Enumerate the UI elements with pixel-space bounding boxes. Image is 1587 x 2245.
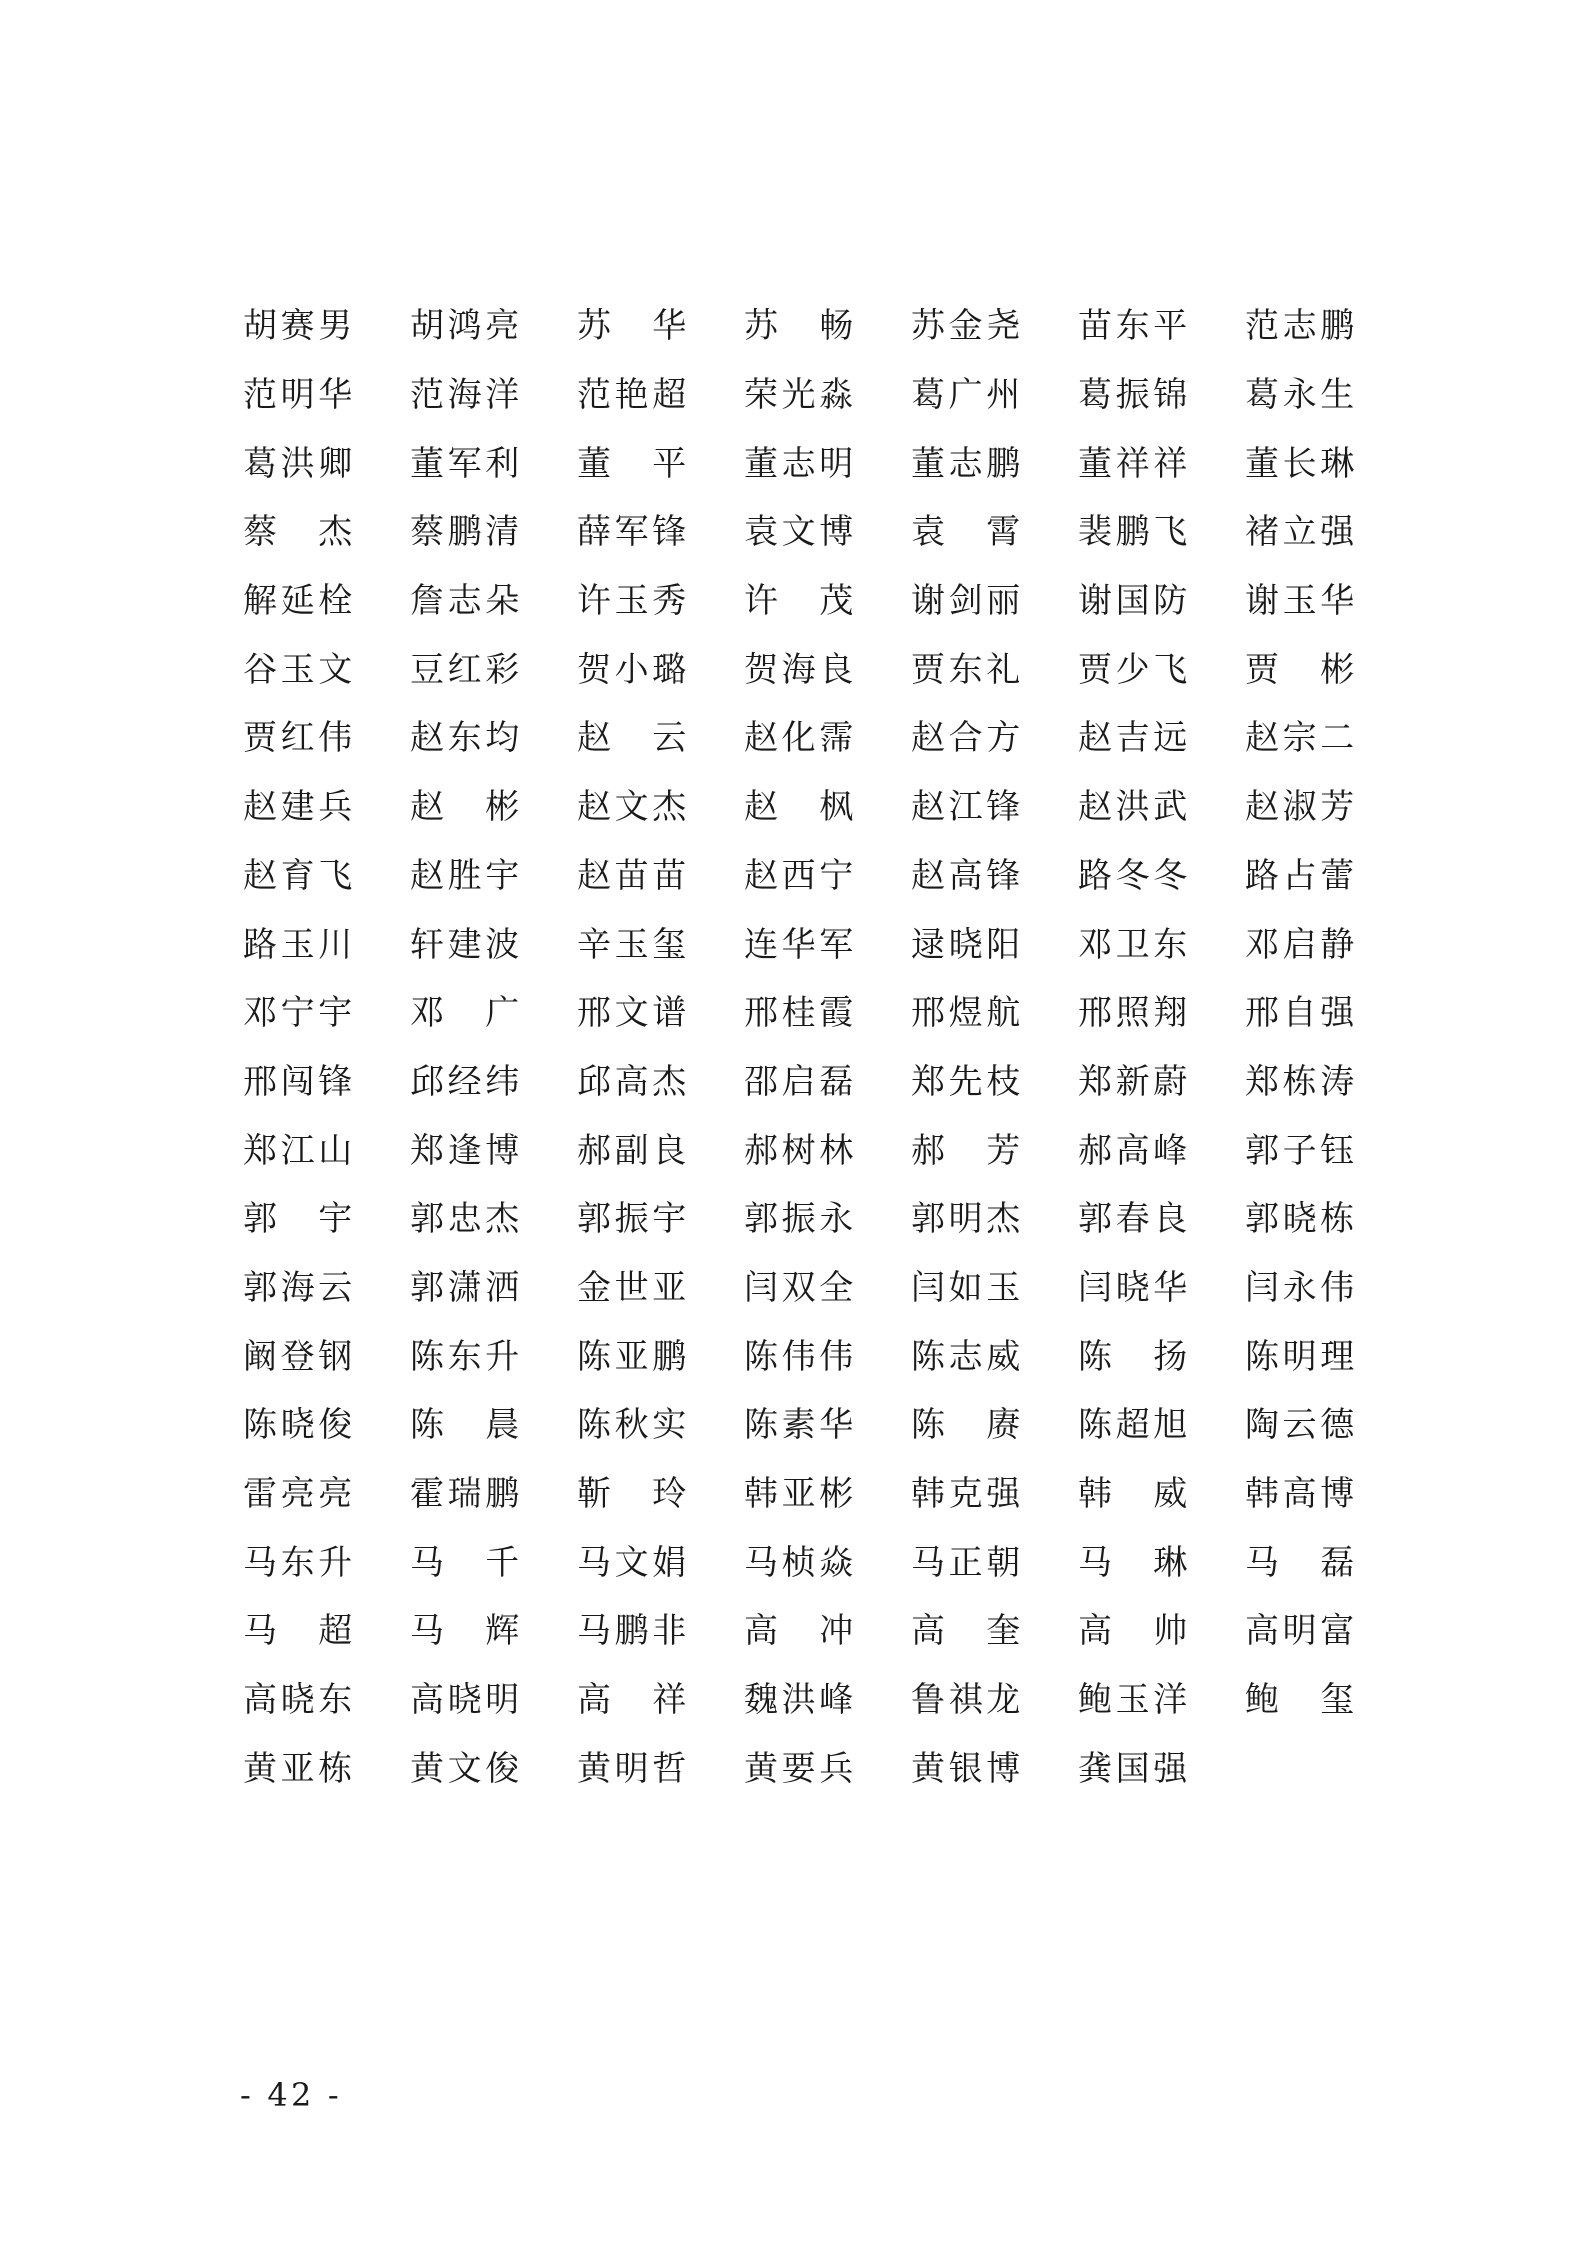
- page-number: - 42 -: [240, 2076, 342, 2114]
- name-entry: 裴鹏飞: [1078, 512, 1189, 553]
- name-entry: 贾红伟: [243, 718, 354, 759]
- name-entry: 路玉川: [243, 924, 354, 965]
- name-entry: 马 千: [410, 1542, 521, 1583]
- name-entry: 蔡 杰: [243, 512, 354, 553]
- name-entry: 赵合方: [911, 718, 1022, 759]
- name-entry: 范海洋: [410, 375, 521, 416]
- name-entry: 陈东升: [410, 1336, 521, 1377]
- name-entry: 谢剑丽: [911, 581, 1022, 622]
- name-entry: 范志鹏: [1245, 306, 1356, 347]
- name-entry: 贾少飞: [1078, 649, 1189, 690]
- name-entry: 逯晓阳: [911, 924, 1022, 965]
- name-entry: 邢桂霞: [744, 993, 855, 1034]
- name-entry: 董志明: [744, 443, 855, 484]
- name-entry: 赵 云: [577, 718, 688, 759]
- name-entry: 陈志威: [911, 1336, 1022, 1377]
- name-entry: 苗东平: [1078, 306, 1189, 347]
- name-entry: 陈 晨: [410, 1405, 521, 1446]
- name-entry: 黄银博: [911, 1748, 1022, 1789]
- name-entry: 韩高博: [1245, 1474, 1356, 1515]
- name-entry: 陈 赓: [911, 1405, 1022, 1446]
- name-entry: 郭 宇: [243, 1199, 354, 1240]
- name-entry: 赵淑芳: [1245, 787, 1356, 828]
- name-entry: 赵吉远: [1078, 718, 1189, 759]
- name-entry: 高 奎: [911, 1611, 1022, 1652]
- name-entry: 马东升: [243, 1542, 354, 1583]
- name-entry: 陶云德: [1245, 1405, 1356, 1446]
- name-entry: 阚登钢: [243, 1336, 354, 1377]
- name-entry: 郝副良: [577, 1130, 688, 1171]
- name-entry: 金世亚: [577, 1267, 688, 1308]
- name-entry: 邢文谱: [577, 993, 688, 1034]
- name-entry: 郭明杰: [911, 1199, 1022, 1240]
- name-entry: 邓 广: [410, 993, 521, 1034]
- name-entry: 闫双全: [744, 1267, 855, 1308]
- name-entry: 贺海良: [744, 649, 855, 690]
- name-entry: 靳 玲: [577, 1474, 688, 1515]
- name-entry: 马 辉: [410, 1611, 521, 1652]
- name-entry: 郝 芳: [911, 1130, 1022, 1171]
- name-entry: 董祥祥: [1078, 443, 1189, 484]
- name-entry: 高明富: [1245, 1611, 1356, 1652]
- name-entry: 高 帅: [1078, 1611, 1189, 1652]
- name-entry: 豆红彩: [410, 649, 521, 690]
- name-entry: 高 祥: [577, 1680, 688, 1721]
- name-entry: 黄文俊: [410, 1748, 521, 1789]
- name-entry: 郑栋涛: [1245, 1061, 1356, 1102]
- name-entry: 许 茂: [744, 581, 855, 622]
- name-entry: 陈明理: [1245, 1336, 1356, 1377]
- name-entry: 韩克强: [911, 1474, 1022, 1515]
- name-entry: 郭春良: [1078, 1199, 1189, 1240]
- name-entry: 马鹏非: [577, 1611, 688, 1652]
- name-entry: 黄明哲: [577, 1748, 688, 1789]
- name-entry: 郑先枝: [911, 1061, 1022, 1102]
- name-entry: 邢闯锋: [243, 1061, 354, 1102]
- name-entry: 贺小璐: [577, 649, 688, 690]
- name-entry: 谢玉华: [1245, 581, 1356, 622]
- name-entry: 邓启静: [1245, 924, 1356, 965]
- name-entry: 闫晓华: [1078, 1267, 1189, 1308]
- name-entry: 袁 霄: [911, 512, 1022, 553]
- name-entry: 邢自强: [1245, 993, 1356, 1034]
- name-entry: 赵胜宇: [410, 855, 521, 896]
- name-entry: 赵建兵: [243, 787, 354, 828]
- name-entry: 郭晓栋: [1245, 1199, 1356, 1240]
- name-entry: 赵文杰: [577, 787, 688, 828]
- name-entry: 董军利: [410, 443, 521, 484]
- name-entry: 魏洪峰: [744, 1680, 855, 1721]
- name-entry: 范艳超: [577, 375, 688, 416]
- name-entry: 马 琳: [1078, 1542, 1189, 1583]
- name-entry: 陈 扬: [1078, 1336, 1189, 1377]
- name-entry: 闫如玉: [911, 1267, 1022, 1308]
- name-entry: 马文娟: [577, 1542, 688, 1583]
- name-entry: 蔡鹏清: [410, 512, 521, 553]
- name-entry: 赵育飞: [243, 855, 354, 896]
- name-entry: 贾 彬: [1245, 649, 1356, 690]
- name-entry: 郭子钰: [1245, 1130, 1356, 1171]
- name-entry: 胡鸿亮: [410, 306, 521, 347]
- name-entry: 董长琳: [1245, 443, 1356, 484]
- name-entry: 陈秋实: [577, 1405, 688, 1446]
- name-entry: 雷亮亮: [243, 1474, 354, 1515]
- name-entry: 袁文博: [744, 512, 855, 553]
- name-entry: 陈超旭: [1078, 1405, 1189, 1446]
- name-entry: 谷玉文: [243, 649, 354, 690]
- name-entry: 陈素华: [744, 1405, 855, 1446]
- name-entry: 辛玉玺: [577, 924, 688, 965]
- name-entry: 鲍 玺: [1245, 1680, 1356, 1721]
- name-entry: 董 平: [577, 443, 688, 484]
- name-entry: 赵苗苗: [577, 855, 688, 896]
- name-entry: 邓宁宇: [243, 993, 354, 1034]
- name-entry: 褚立强: [1245, 512, 1356, 553]
- name-entry: 葛洪卿: [243, 443, 354, 484]
- name-entry: 鲁祺龙: [911, 1680, 1022, 1721]
- name-entry: 葛广州: [911, 375, 1022, 416]
- name-entry: 贾东礼: [911, 649, 1022, 690]
- name-entry: 马 超: [243, 1611, 354, 1652]
- name-entry: 高晓明: [410, 1680, 521, 1721]
- name-entry: 陈晓俊: [243, 1405, 354, 1446]
- name-entry: 董志鹏: [911, 443, 1022, 484]
- name-entry: 苏 畅: [744, 306, 855, 347]
- name-entry: 郭振宇: [577, 1199, 688, 1240]
- name-entry: 轩建波: [410, 924, 521, 965]
- name-entry: 赵 彬: [410, 787, 521, 828]
- name-entry: 邢煜航: [911, 993, 1022, 1034]
- name-entry: 郑江山: [243, 1130, 354, 1171]
- name-entry: 葛振锦: [1078, 375, 1189, 416]
- name-entry: 郭振永: [744, 1199, 855, 1240]
- name-entry: 郝树林: [744, 1130, 855, 1171]
- name-entry: 许玉秀: [577, 581, 688, 622]
- name-entry: 马 磊: [1245, 1542, 1356, 1583]
- name-entry: 黄要兵: [744, 1748, 855, 1789]
- name-entry: 薛军锋: [577, 512, 688, 553]
- name-entry: 郑新蔚: [1078, 1061, 1189, 1102]
- name-entry: 詹志朵: [410, 581, 521, 622]
- name-entry: 路占蕾: [1245, 855, 1356, 896]
- name-entry: 邵启磊: [744, 1061, 855, 1102]
- name-entry: 葛永生: [1245, 375, 1356, 416]
- name-entry: 赵江锋: [911, 787, 1022, 828]
- name-entry: 路冬冬: [1078, 855, 1189, 896]
- name-entry: 高晓东: [243, 1680, 354, 1721]
- name-entry: 霍瑞鹏: [410, 1474, 521, 1515]
- name-entry: 黄亚栋: [243, 1748, 354, 1789]
- name-entry: 邱经纬: [410, 1061, 521, 1102]
- name-entry: 赵化霈: [744, 718, 855, 759]
- name-entry: 赵西宁: [744, 855, 855, 896]
- name-entry: 郑逢博: [410, 1130, 521, 1171]
- name-entry: 赵洪武: [1078, 787, 1189, 828]
- names-list: [243, 292, 1363, 1803]
- name-entry: 连华军: [744, 924, 855, 965]
- name-entry: 马桢焱: [744, 1542, 855, 1583]
- name-entry: 赵东均: [410, 718, 521, 759]
- name-entry: 鲍玉洋: [1078, 1680, 1189, 1721]
- name-entry: 荣光淼: [744, 375, 855, 416]
- name-entry: 郭忠杰: [410, 1199, 521, 1240]
- name-entry: 苏 华: [577, 306, 688, 347]
- name-entry: 邓卫东: [1078, 924, 1189, 965]
- name-entry: 胡赛男: [243, 306, 354, 347]
- name-entry: 高 冲: [744, 1611, 855, 1652]
- name-entry: 韩亚彬: [744, 1474, 855, 1515]
- name-entry: 邢照翔: [1078, 993, 1189, 1034]
- name-entry: 龚国强: [1078, 1748, 1189, 1789]
- name-entry: 郭潇洒: [410, 1267, 521, 1308]
- name-entry: 郝高峰: [1078, 1130, 1189, 1171]
- name-entry: 郭海云: [243, 1267, 354, 1308]
- name-entry: 赵宗二: [1245, 718, 1356, 759]
- name-entry: 苏金尧: [911, 306, 1022, 347]
- name-entry: 韩 威: [1078, 1474, 1189, 1515]
- name-entry: 马正朝: [911, 1542, 1022, 1583]
- name-entry: 闫永伟: [1245, 1267, 1356, 1308]
- name-entry: 谢国防: [1078, 581, 1189, 622]
- name-entry: 陈亚鹏: [577, 1336, 688, 1377]
- name-entry: 范明华: [243, 375, 354, 416]
- name-entry: 赵 枫: [744, 787, 855, 828]
- name-entry: 陈伟伟: [744, 1336, 855, 1377]
- name-entry: 赵高锋: [911, 855, 1022, 896]
- name-entry: 解延栓: [243, 581, 354, 622]
- name-entry: 邱高杰: [577, 1061, 688, 1102]
